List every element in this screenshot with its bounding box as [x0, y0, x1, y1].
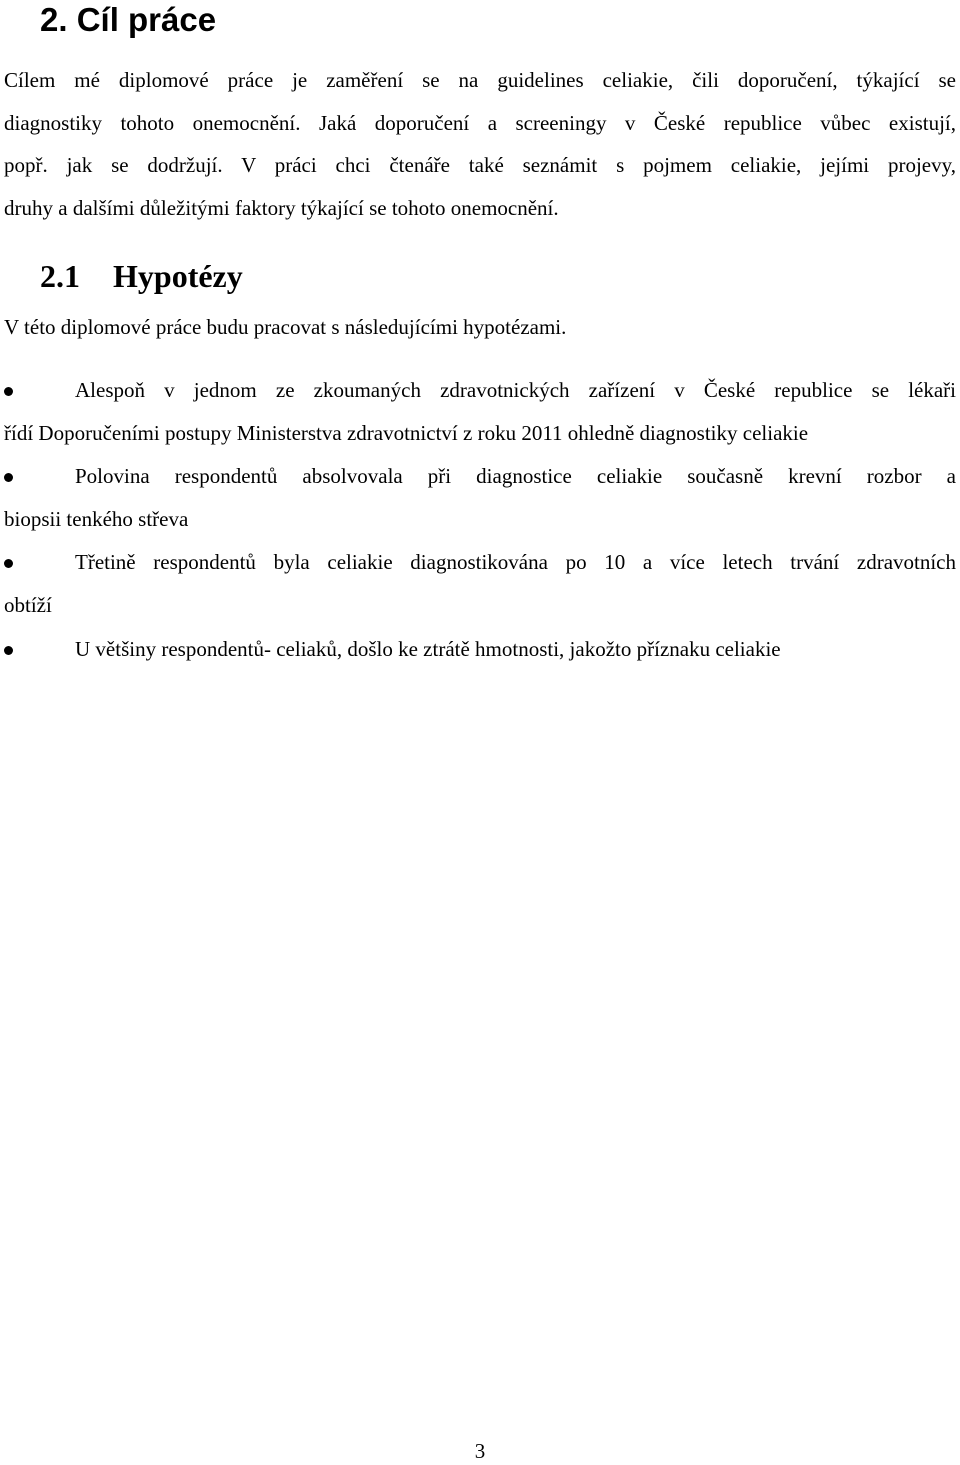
hypothesis-text: U většiny respondentů- celiaků, došlo ke ztrátě hmotnosti, jakožto příznaku celiakie: [75, 637, 781, 661]
hypothesis-item: [4, 455, 956, 541]
hypothesis-item: [4, 628, 956, 671]
intro-paragraph: [4, 59, 956, 229]
chapter-heading: 2. Cíl práce: [40, 1, 217, 38]
hypotheses-intro: V této diplomové práce budu pracovat s následujícími hypotézami.: [4, 315, 567, 339]
page-number: 3: [474, 1439, 486, 1463]
intro-line: diagnostiky tohoto onemocnění. Jaká doporučení a screeningy v České republice vůbec existují,: [4, 110, 956, 135]
hypothesis-continuation: řídí Doporučeními postupy Ministerstva zdravotnictví z roku 2011 ohledně diagnostiky celiakie: [4, 421, 809, 445]
hypothesis-continuation: biopsii tenkého střeva: [4, 507, 189, 531]
bullet-icon: [4, 646, 13, 655]
hypothesis-text: Třetině respondentů byla celiakie diagnostikována po 10 a více letech trvání zdravotních: [75, 550, 956, 574]
bullet-icon: [4, 559, 13, 568]
section-number: 2.1: [40, 258, 80, 294]
intro-line: popř. jak se dodržují. V práci chci čtenáře také seznámit s pojmem celiakie, jejími projevy,: [4, 153, 956, 177]
hypothesis-continuation: obtíží: [4, 593, 52, 617]
intro-line: druhy a dalšími důležitými faktory týkající se tohoto onemocnění.: [4, 195, 559, 220]
section-title: Hypotézy: [113, 258, 243, 294]
bullet-icon: [4, 473, 13, 482]
hypothesis-item: [4, 541, 956, 627]
hypothesis-text: Polovina respondentů absolvovala při diagnostice celiakie současně krevní rozbor a: [75, 464, 956, 488]
section-heading: [40, 254, 243, 298]
hypothesis-item: [4, 369, 956, 455]
hypothesis-text: Alespoň v jednom ze zkoumaných zdravotnických zařízení v České republice se lékaři: [75, 378, 956, 402]
intro-line: Cílem mé diplomové práce je zaměření se na guidelines celiakie, čili doporučení, týkající se: [4, 68, 956, 92]
bullet-icon: [4, 387, 13, 396]
